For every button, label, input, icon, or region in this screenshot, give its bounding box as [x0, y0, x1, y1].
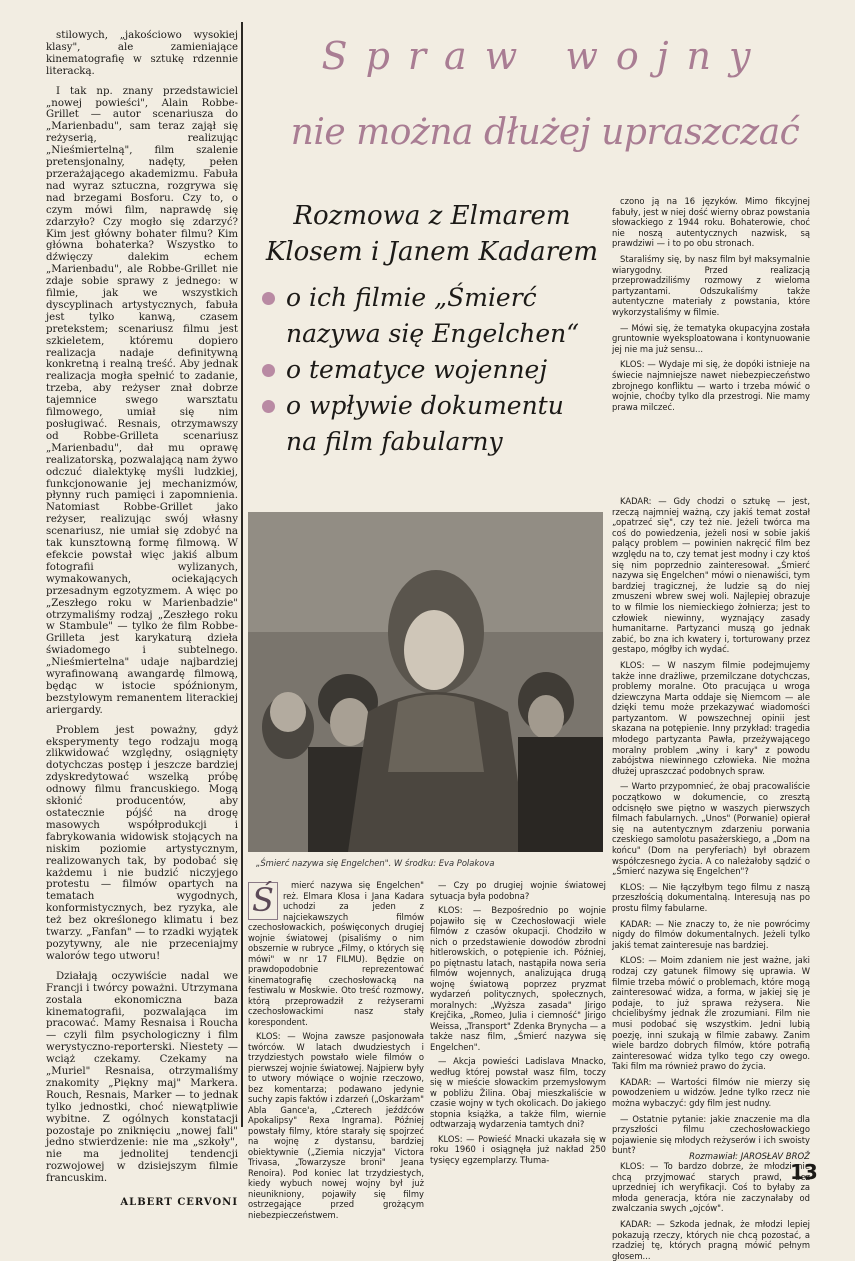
right-paragraph: KLOS: — Moim zdaniem nie jest ważne, jaki rodzaj czy gatunek filmowy się uprawia. W filmie trzeba mówić o problemach, które mogą zainteresować widza, a forma, w jakiej się je podaje, to już sprawa reżysera. Nie chcielibyśmy jednak źle zrozumiani. Film nie musi podobać się wszystkim. Jedni lubią poezję, inni szukają w filmie zabawy. Zanim wiele bardzo dobrych filmów, które potrafią zainteresować widza tylko tego czy owego. Taki film ma również prawo do życia. [612, 955, 810, 1072]
subhead-bullet-1: o ich filmie „Śmierć nazywa się Engelchen“ [262, 280, 602, 352]
left-column-article [46, 30, 238, 1209]
right-paragraph: KADAR: — Szkoda jednak, że młodzi lepiej pokazują rzeczy, których nie chcą pozostać, a rzadziej tę, których pragną mówić pełnym głosem... [612, 1219, 810, 1261]
subhead-bullet-2: o tematyce wojennej [262, 352, 602, 388]
bullet-dot-icon [262, 400, 275, 413]
author-signature: ALBERT CERVONI [120, 1197, 238, 1209]
interviewer-byline: Rozmawiał: JAROSŁAV BROŽ [689, 1152, 810, 1162]
right-paragraph: KLOS: — To bardzo dobrze, że młodzi nie chcą przyjmować starych prawd, bez uprzedniej ich weryfikacji. Coś to byłaby za młoda generacja, która nie zaczynałaby od zwalczania swych „ojców". [612, 1161, 810, 1214]
bottom-paragraph: KLOS: — Powieść Mnacki ukazała się w roku 1960 i osiągnęła już nakład 250 tysięcy egzemplarzy. Tłuma- [430, 1133, 606, 1165]
subhead-bullet-list [262, 280, 602, 460]
right-paragraph: — Warto przypomnieć, że obaj pracowaliście początkowo w dokumencie, co zresztą odcisnęło swe piętno w waszych pierwszych filmach fabularnych. „Unos" (Porwanie) opierał się na autentycznym zdarzeniu porwania czeskiego samolotu pasażerskiego, a „Dom na końcu" (Dom na peryferiach) był obrazem współczesnego życia. A co należałoby sądzić o „Śmierć nazywa się Engelchen"? [612, 781, 810, 877]
bottom-paragraph: — Czy po drugiej wojnie światowej sytuacja była podobna? [430, 880, 606, 901]
interview-subhead [262, 198, 602, 460]
headline-line-2: nie można dłużej upraszczać [290, 112, 800, 153]
right-paragraph: Staraliśmy się, by nasz film był maksymalnie wiarygodny. Przed realizacją przeprowadziliśmy rozmowy z wieloma partyzantami. Odszukaliśmy także autentyczne materiały z powstania, które wykorzystaliśmy w filmie. [612, 253, 810, 317]
right-paragraph: KLOS: — Nie łączyłbym tego filmu z naszą przeszłością dokumentalną. Interesują nas po prostu filmy fabularne. [612, 881, 810, 913]
right-paragraph: KADAR: — Gdy chodzi o sztukę — jest, rzeczą najmniej ważną, czy jakiś temat został „opatrzeć się", czy też nie. Jeżeli twórca ma coś do powiedzenia, jeżeli nosi w sobie jakiś palący problem — powinien nakręcić film bez względu na to, czy temat jest modny i czy ktoś się nim poprzednio zainteresował. „Śmierć nazywa się Engelchen" mówi o nienawiści, tym bardziej tragicznej, że ludzie są do niej zmuszeni wbrew swej woli. Najlepiej obrazuje to w filmie los niemieckiego żołnierza; jest to człowiek niewinny, wyznający zasady humanitarne. Partyzanci muszą go jednak zabić, bo zna ich kwatery i, torturowany przez gestapo, mógłby ich wydać. [612, 496, 810, 655]
film-still-photo [248, 512, 603, 852]
left-paragraph-3: Problem jest poważny, gdyż eksperymenty tego rodzaju mogą zlikwidować względny, osiągnięty dotychczas postęp i jeszcze bardziej zdyskredytować wszelką próbę odnowy filmu francuskiego. Mogą skłonić producentów, aby ostatecznie pójść na drogę masowych współprodukcji i fabrykowania widowisk stojących na niskim poziomie artystycznym, realizowanych tak, by podobać się każdemu i nie budzić niczyjego protestu — filmów opartych na tematach wygodnych, konformistycznych, bez ryzyka, ale też bez określonego klimatu i bez twarzy. „Fanfan" — to rzadki wyjątek pozytywny, ale nie przeceniajmy walorów tego utworu! [46, 724, 238, 962]
right-paragraph: KADAR: — Wartości filmów nie mierzy się powodzeniem u widzów. Jedne tylko rzecz nie można wybaczyć: gdy film jest nudny. [612, 1076, 810, 1109]
right-paragraph: — Ostatnie pytanie: jakie znaczenie ma dla przyszłości filmu czechosłowackiego pojawienie się młodych reżyserów i ich swoisty bunt? [612, 1113, 810, 1156]
bottom-column-2 [430, 880, 606, 1165]
film-still-illustration [248, 512, 603, 852]
left-paragraph-2: I tak np. znany przedstawiciel „nowej powieści", Alain Robbe-Grillet — autor scenariusza do „Marienbadu", sam teraz zajął się reżyserią, realizując „Nieśmiertelną", film szalenie pretensjonalny, nadęty, pełen przerażającego akademizmu. Fabuła nad wyraz sztuczna, rozgrywa się nad brzegami Bosforu. Czy to, o czym mówi film, naprawdę się zdarzyło? Czy mogło się zdarzyć? Kim jest główny bohater filmu? Kim główna bohaterka? Wszystko to dźwięczy dalekim echem „Marienbadu", ale Robbe-Grillet nie zdaje sobie sprawy z jednego: w filmie, jak we wszystkich dyscyplinach artystycznych, fabuła jest tylko kanwą, czasem pretekstem; scenariusz filmu jest szkieletem, któremu dopiero realizacja nadaje definitywną konkretną i realną treść. Aby jednak realizacja mogła spełnić to zadanie, trzeba, aby reżyser znał dobrze tajemnice swego warsztatu filmowego, umiał się nim posługiwać. Resnais, otrzymawszy od Robbe-Grilleta scenariusz „Marienbadu", dał mu oprawę realizatorską, pozwalającą nam żywo odczuć dialektykę myśli ludzkiej, funkcjonowanie jej mechanizmów, płynny ruch pamięci i zapomnienia. Natomiast Robbe-Grillet jako reżyser, realizując swój własny scenariusz, nie umiał się zdobyć na tak kunsztowną formę filmową. W efekcie powstał więc jakiś album fotografii wylizanych, wymakowanych, ociekających przesadnym egzotyzmem. A więc po „Zeszłego roku w Marienbadzie" otrzymaliśmy rodzaj „Zeszłego roku w Stambule" — tylko że film Robbe-Grilleta jest karykaturą dzieła świadomego i subtelnego. „Nieśmiertelna" udaje najbardziej wyrafinowaną awangardę filmową, będąc w istocie spóźnionym, bezstylowym remanentem literackiej ariergardy. [46, 85, 238, 716]
right-paragraph: KLOS: — Wydaje mi się, że dopóki istnieje na świecie najmniejsze nawet niebezpieczeństwo zbrojnego konfliktu — warto i trzeba mówić o wojnie, choćby tylko dla przestrogi. Nie mamy prawa milczeć. [612, 359, 810, 412]
bullet-dot-icon [262, 292, 275, 305]
right-paragraph: — Mówi się, że tematyka okupacyjna została gruntownie wyeksploatowana i kontynuowanie jej nie ma już sensu... [612, 322, 810, 354]
right-paragraph: KLOS: — W naszym filmie podejmujemy także inne drażliwe, przemilczane dotychczas, problemy moralne. Oto pracująca u wroga dziewczyna Marta oddaje się Niemcom — ale dzięki temu może przekazywać wiadomości partyzantom. W powszechnej opinii jest skazana na potępienie. Inny przykład: tragedia młodego partyzanta Pawła, przeżywającego moralny problem „winy i kary" z powodu zabójstwa niewinnego człowieka. Nie można dłużej upraszczać podobnych spraw. [612, 659, 810, 776]
headline-line-1: Spraw wojny [321, 34, 769, 78]
photo-caption: „Śmierć nazywa się Engelchen". W środku: Eva Polakova [256, 858, 495, 868]
bottom-paragraph: KLOS: — Wojna zawsze pasjonowała twórców. W latach dwudziestych i trzydziestych powstało wiele filmów o pierwszej wojnie światowej. Najpierw były to utwory mówiące o wojnie rzeczowo, bez komentarza; podawano jedynie suchy zapis faktów i zdarzeń („Oskarżam" Abla Gance'a, „Czterech jeźdźców Apokalipsy" Rexa Ingrama). Później powstały filmy, które starały się spojrzeć na wojnę z dystansu, bardziej obiektywnie („Ziemia niczyja" Victora Trivasa, „Towarzysze broni" Jeana Renoira). Pod koniec lat trzydziestych, kiedy wybuch nowej wojny był już nieunikniony, pojawiły się filmy ostrzegające przed grożącym niebezpieczeństwem. [248, 1031, 424, 1220]
bottom-paragraph: KLOS: — Bezpośrednio po wojnie pojawiło się w Czechosłowacji wiele filmów z czasów okupacji. Chodziło w nich o przedstawienie dowodów zbrodni hitlerowskich, o potępienie ich. Później, po piętnastu latach, nastąpiła nowa seria filmów wojennych, analizująca drugą wojnę światową poprzez pryzmat wydarzeń politycznych, społecznych, moralnych: „Wyższa zasada" Jirigo Krejčika, „Romeo, Julia i ciemność" Jirigo Weissa, „Transport" Zdenka Brynycha — a także nasz film, „Śmierć nazywa się Engelchen". [430, 905, 606, 1052]
left-paragraph-4: Działają oczywiście nadal we Francji i twórcy poważni. Utrzymana zostala ekonomiczna baza kinematografii, pozwalająca im pracować. Mamy Resnaisa i Roucha — czyli film psychologiczny i film werystyczno-reporterski. Niestety — wciąż czekamy. Czekamy na „Muriel" Resnaisa, otrzymaliśmy znakomity „Piękny maj" Markera. Rouch, Resnais, Marker — to jednak tylko jednostki, choć niewątpliwie wybitne. Z ogólnych konstatacji pozostaje po zniknięciu „nowej fali" jedno stwierdzenie: nie ma „szkoły", nie ma jednolitej tendencji rozwojowej w dzisiejszym filmie francuskim. [46, 970, 238, 1185]
right-column-upper [612, 196, 810, 494]
bottom-paragraph: mierć nazywa się Engelchen" reż. Elmara Klosa i Jana Kadara uchodzi za jeden z najciekawszych filmów czechosłowackich, poświęconych drugiej wojnie światowej (pisaliśmy o nim obszernie w rubryce „Filmy, o których się mówi" w nr 17 FILMU). Będzie on prawdopodobnie reprezentować kinematografię czechosłowacką na festiwalu w Moskwie. Oto treść rozmowy, którą przeprowadził z reżyserami czechosłowackimi nasz stały korespondent. [248, 880, 424, 1027]
right-paragraph: KADAR: — Nie znaczy to, że nie powrócimy nigdy do filmów dokumentalnych. Jeżeli tylko jakiś temat zainteresuje nas bardziej. [612, 918, 810, 950]
subhead-title: Rozmowa z Elmarem Klosem i Janem Kadarem [265, 201, 599, 267]
bottom-column-1 [248, 880, 424, 1220]
left-paragraph-1: stilowych, „jakościowo wysokiej klasy", ale zamieniające kinematografię w sztukę rdzennie literacką. [46, 30, 238, 77]
bottom-paragraph: — Akcja powieści Ladislava Mnacko, według której powstał wasz film, toczy się w mieście słowackim przemysłowym w pobliżu Žilina. Obaj mieszkaliście w czasie wojny w tych okolicach. Do jakiego stopnia książka, a także film, wiernie odtwarzają wydarzenia tamtych dni? [430, 1056, 606, 1129]
bullet-dot-icon [262, 364, 275, 377]
page-number: 13 [790, 1160, 818, 1184]
column-divider [241, 22, 243, 1127]
drop-cap: Ś [248, 882, 278, 920]
subhead-bullet-3: o wpływie dokumentu na film fabularny [262, 388, 602, 460]
right-paragraph: czono ją na 16 języków. Mimo fikcyjnej fabuły, jest w niej dość wierny obraz powstania słowackiego z 1944 roku. Bohaterowie, choć nie noszą autentycznych nazwisk, są prawdziwi — i to po obu stronach. [612, 196, 810, 249]
